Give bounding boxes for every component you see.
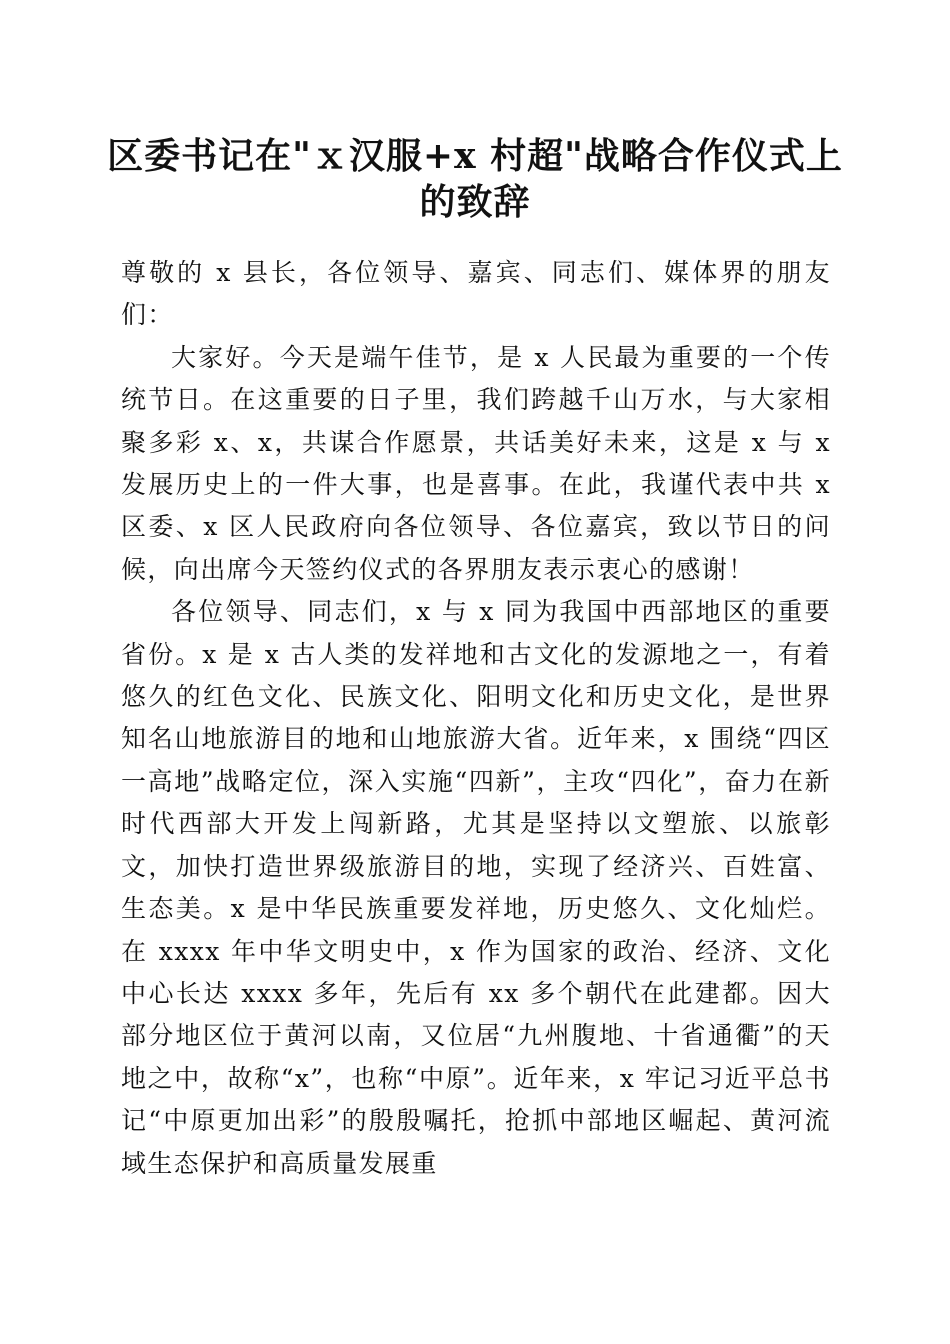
paragraph-1: 大家好。今天是端午佳节，是 x 人民最为重要的一个传统节日。在这重要的日子里，我们跨越千山万水，与大家相聚多彩 x、x，共谋合作愿景，共话美好未来，这是 x 与 x 发展历史上的一件大事，也是喜事。在此，我谨代表中共 x 区委、x 区人民政府向各位领导、各位嘉宾，致以节日的问候，向出席今天签约仪式的各界朋友表示衷心的感谢！ bbox=[121, 342, 831, 584]
document-body bbox=[121, 252, 831, 1185]
paragraph-2: 各位领导、同志们，x 与 x 同为我国中西部地区的重要省份。x 是 x 古人类的发祥地和古文化的发源地之一，有着悠久的红色文化、民族文化、阳明文化和历史文化，是世界知名山地旅游目的地和山地旅游大省。近年来，x 围绕“四区一高地”战略定位，深入实施“四新”，主攻“四化”，奋力在新时代西部大开发上闯新路，尤其是坚持以文塑旅、以旅彰文，加快打造世界级旅游目的地，实现了经济兴、百姓富、生态美。x 是中华民族重要发祥地，历史悠久、文化灿烂。在 xxxx 年中华文明史中，x 作为国家的政治、经济、文化中心长达 xxxx 多年，先后有 xx 多个朝代在此建都。因大部分地区位于黄河以南，又位居“九州腹地、十省通衢”的天地之中，故称“x”，也称“中原”。近年来，x 牢记习近平总书记“中原更加出彩”的殷殷嘱托，抢抓中部地区崛起、黄河流域生态保护和高质量发展重 bbox=[121, 597, 831, 1178]
salutation: 尊敬的 x 县长，各位领导、嘉宾、同志们、媒体界的朋友们： bbox=[121, 258, 831, 330]
document-title: 区委书记在"ｘ汉服+x 村超"战略合作仪式上的致辞 bbox=[107, 135, 843, 223]
